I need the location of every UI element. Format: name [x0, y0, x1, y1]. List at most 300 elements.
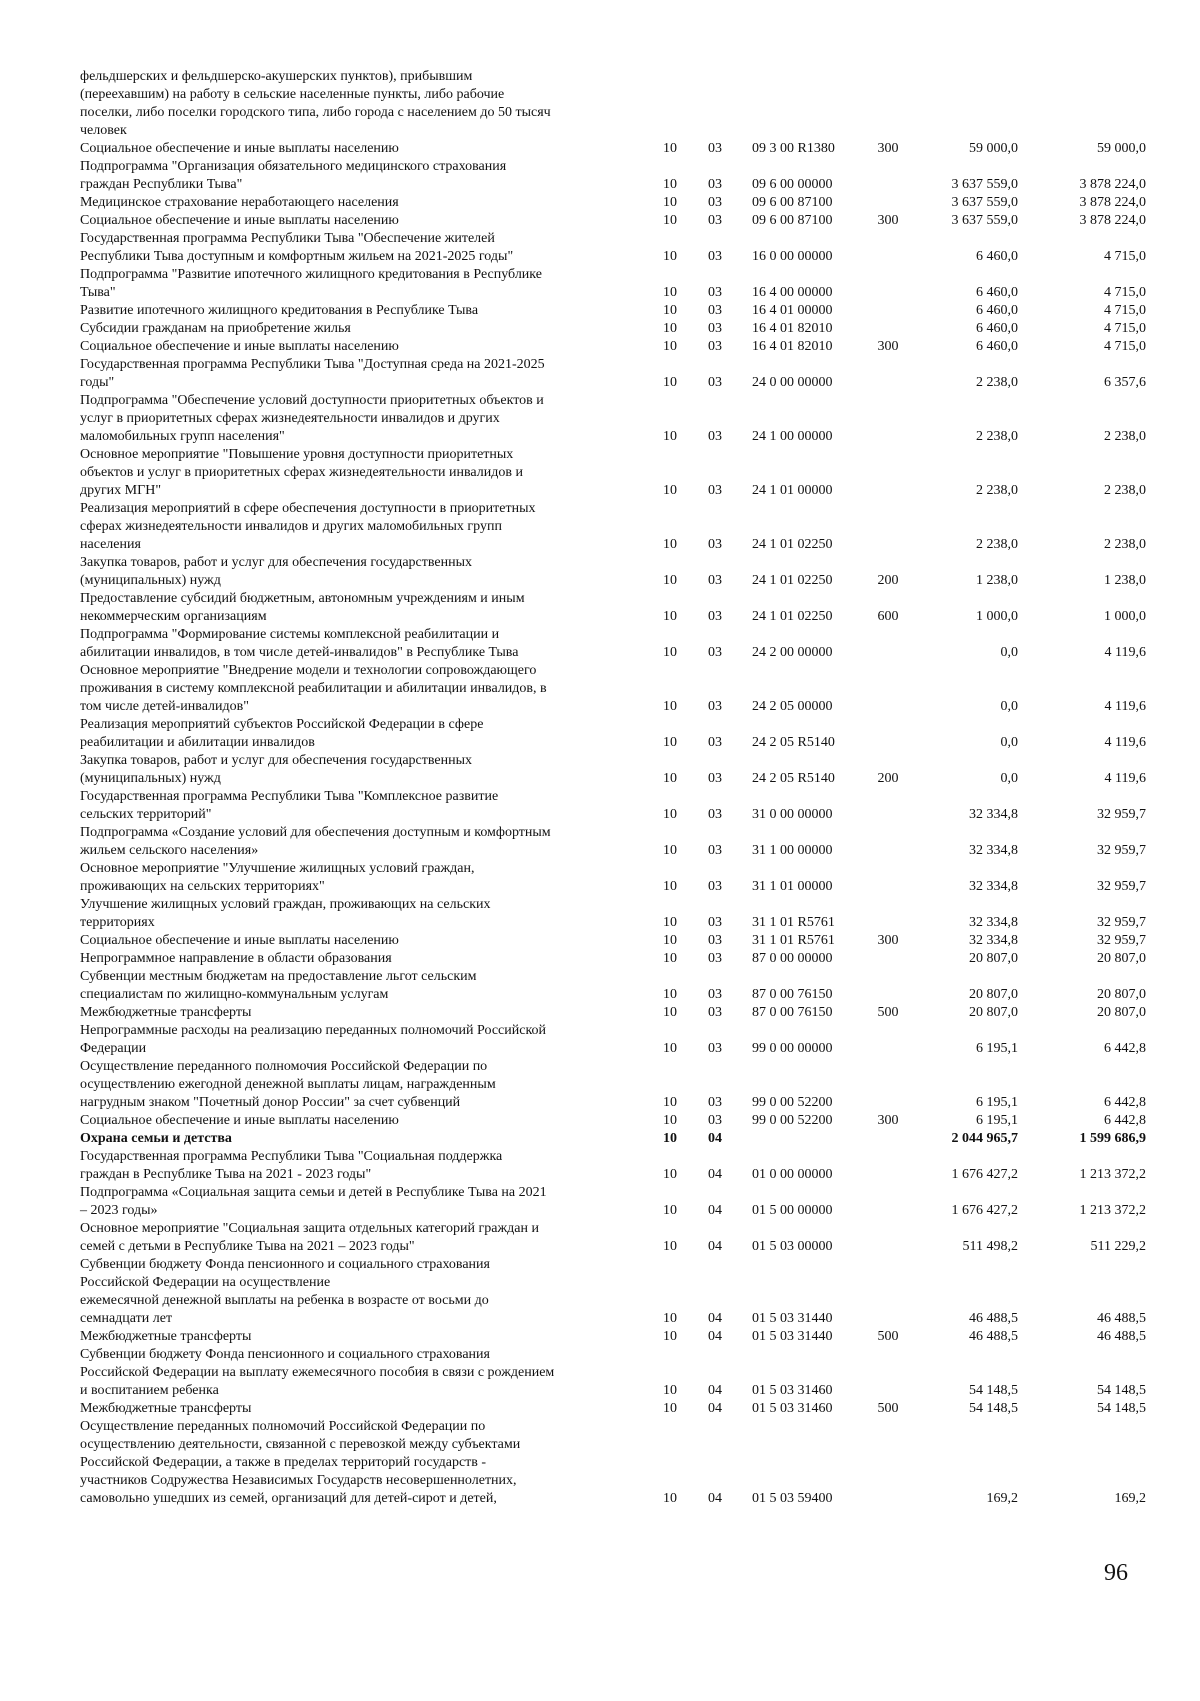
col-cs: 24 1 00 00000 — [752, 429, 833, 444]
col-razdel: 10 — [663, 735, 677, 750]
row-name-line: Основное мероприятие "Внедрение модели и технологии сопровождающего — [80, 663, 537, 678]
col-podrazdel: 03 — [708, 699, 722, 714]
col-sum-2: 32 959,7 — [1097, 807, 1146, 822]
row-name-line: Реализация мероприятий субъектов Российской Федерации в сфере — [80, 717, 484, 732]
row-name-line: граждан в Республике Тыва на 2021 - 2023 годы" — [80, 1167, 372, 1182]
col-sum-2: 4 119,6 — [1104, 735, 1146, 750]
table-row — [0, 194, 1200, 212]
row-name-line: (переехавшим) на работу в сельские населенные пункты, либо рабочие — [80, 87, 505, 102]
col-cs: 99 0 00 00000 — [752, 1041, 833, 1056]
col-podrazdel: 03 — [708, 879, 722, 894]
table-row — [0, 1058, 1200, 1112]
table-row — [0, 590, 1200, 626]
col-vr: 200 — [877, 573, 899, 588]
col-sum-2: 1 213 372,2 — [1079, 1167, 1146, 1182]
col-sum-1: 1 000,0 — [976, 609, 1018, 624]
table-row — [0, 266, 1200, 302]
col-sum-1: 32 334,8 — [969, 879, 1018, 894]
row-name — [80, 320, 640, 338]
col-cs: 24 2 00 00000 — [752, 645, 833, 660]
col-razdel: 10 — [663, 1491, 677, 1506]
row-name — [80, 662, 640, 716]
col-razdel: 10 — [663, 1131, 677, 1146]
row-name — [80, 1328, 640, 1346]
table-row — [0, 356, 1200, 392]
col-sum-1: 20 807,0 — [969, 1005, 1018, 1020]
col-sum-1: 6 195,1 — [976, 1041, 1018, 1056]
row-name-line: Государственная программа Республики Тыва "Социальная поддержка — [80, 1149, 503, 1164]
row-name-line: сельских территорий" — [80, 807, 212, 822]
col-cs: 31 1 01 R5761 — [752, 933, 835, 948]
table-row — [0, 446, 1200, 500]
row-name-line: специалистам по жилищно-коммунальным услугам — [80, 987, 389, 1002]
row-name-line: Подпрограмма "Обеспечение условий доступности приоритетных объектов и — [80, 393, 544, 408]
row-name-line: Федерации — [80, 1041, 147, 1056]
col-sum-2: 20 807,0 — [1097, 951, 1146, 966]
col-sum-1: 32 334,8 — [969, 843, 1018, 858]
col-sum-2: 54 148,5 — [1097, 1383, 1146, 1398]
table-row — [0, 68, 1200, 140]
row-name-line: Российской Федерации на выплату ежемесячного пособия в связи с рождением — [80, 1365, 555, 1380]
row-name — [80, 824, 640, 860]
col-razdel: 10 — [663, 951, 677, 966]
col-sum-1: 2 238,0 — [976, 375, 1018, 390]
col-cs: 24 2 05 00000 — [752, 699, 833, 714]
col-sum-2: 169,2 — [1114, 1491, 1146, 1506]
col-sum-1: 59 000,0 — [969, 141, 1018, 156]
col-sum-1: 1 676 427,2 — [951, 1167, 1018, 1182]
col-razdel: 10 — [663, 573, 677, 588]
col-sum-1: 20 807,0 — [969, 987, 1018, 1002]
row-name-line: Социальное обеспечение и иные выплаты населению — [80, 1113, 399, 1128]
row-name-line: и воспитанием ребенка — [80, 1383, 219, 1398]
col-podrazdel: 03 — [708, 177, 722, 192]
row-name — [80, 950, 640, 968]
col-podrazdel: 03 — [708, 1095, 722, 1110]
col-cs: 01 5 03 00000 — [752, 1239, 833, 1254]
row-name — [80, 1130, 640, 1148]
table-row — [0, 788, 1200, 824]
table-row — [0, 968, 1200, 1004]
col-sum-1: 32 334,8 — [969, 915, 1018, 930]
table-row — [0, 302, 1200, 320]
col-razdel: 10 — [663, 1203, 677, 1218]
col-podrazdel: 04 — [708, 1203, 722, 1218]
row-name-line: Субвенции бюджету Фонда пенсионного и социального страхования — [80, 1257, 490, 1272]
col-razdel: 10 — [663, 1311, 677, 1326]
col-sum-1: 6 460,0 — [976, 303, 1018, 318]
col-razdel: 10 — [663, 1383, 677, 1398]
col-cs: 01 5 03 31440 — [752, 1311, 833, 1326]
row-name-line: Социальное обеспечение и иные выплаты населению — [80, 141, 399, 156]
col-podrazdel: 04 — [708, 1329, 722, 1344]
col-vr: 500 — [877, 1329, 899, 1344]
col-podrazdel: 04 — [708, 1311, 722, 1326]
row-name-line: Подпрограмма "Организация обязательного медицинского страхования — [80, 159, 507, 174]
table-row — [0, 230, 1200, 266]
table-row — [0, 932, 1200, 950]
row-name-line: Межбюджетные трансферты — [80, 1401, 252, 1416]
row-name-line: Закупка товаров, работ и услуг для обеспечения государственных — [80, 753, 473, 768]
col-vr: 300 — [877, 339, 899, 354]
row-name-line: Основное мероприятие "Повышение уровня доступности приоритетных — [80, 447, 514, 462]
row-name — [80, 626, 640, 662]
row-name-line: (муниципальных) нужд — [80, 771, 221, 786]
table-row — [0, 1184, 1200, 1220]
col-sum-2: 4 119,6 — [1104, 771, 1146, 786]
col-podrazdel: 03 — [708, 429, 722, 444]
row-name-line: Подпрограмма «Социальная защита семьи и детей в Республике Тыва на 2021 — [80, 1185, 547, 1200]
col-cs: 24 2 05 R5140 — [752, 735, 835, 750]
col-vr: 300 — [877, 933, 899, 948]
col-sum-2: 1 000,0 — [1104, 609, 1146, 624]
row-name-line: абилитации инвалидов, в том числе детей-инвалидов" в Республике Тыва — [80, 645, 519, 660]
row-name-line: (муниципальных) нужд — [80, 573, 221, 588]
row-name-line: проживания в систему комплексной реабилитации и абилитации инвалидов, в — [80, 681, 547, 696]
row-name — [80, 1184, 640, 1220]
row-name — [80, 752, 640, 788]
row-name-line: Государственная программа Республики Тыва "Комплексное развитие — [80, 789, 499, 804]
col-cs: 01 5 03 31440 — [752, 1329, 833, 1344]
col-sum-1: 2 238,0 — [976, 429, 1018, 444]
row-name-line: других МГН" — [80, 483, 162, 498]
col-podrazdel: 03 — [708, 375, 722, 390]
row-name — [80, 1418, 640, 1508]
row-name — [80, 230, 640, 266]
col-cs: 16 4 01 82010 — [752, 339, 833, 354]
col-sum-2: 20 807,0 — [1097, 987, 1146, 1002]
col-podrazdel: 04 — [708, 1167, 722, 1182]
row-name — [80, 896, 640, 932]
col-podrazdel: 03 — [708, 951, 722, 966]
col-cs: 01 5 03 59400 — [752, 1491, 833, 1506]
col-cs: 24 2 05 R5140 — [752, 771, 835, 786]
col-razdel: 10 — [663, 537, 677, 552]
row-name — [80, 716, 640, 752]
row-name-line: годы" — [80, 375, 115, 390]
col-podrazdel: 03 — [708, 987, 722, 1002]
col-sum-2: 1 599 686,9 — [1079, 1131, 1146, 1146]
row-name-line: Социальное обеспечение и иные выплаты населению — [80, 933, 399, 948]
col-sum-1: 6 195,1 — [976, 1113, 1018, 1128]
row-name — [80, 860, 640, 896]
col-podrazdel: 03 — [708, 141, 722, 156]
col-cs: 31 0 00 00000 — [752, 807, 833, 822]
col-sum-2: 3 878 224,0 — [1079, 177, 1146, 192]
col-sum-1: 6 460,0 — [976, 285, 1018, 300]
row-name-line: нагрудным знаком "Почетный донор России" за счет субвенций — [80, 1095, 461, 1110]
col-sum-2: 4 119,6 — [1104, 699, 1146, 714]
row-name-line: Охрана семьи и детства — [80, 1131, 232, 1146]
row-name-line: Улучшение жилищных условий граждан, проживающих на сельских — [80, 897, 491, 912]
col-sum-2: 46 488,5 — [1097, 1329, 1146, 1344]
col-sum-1: 6 460,0 — [976, 249, 1018, 264]
row-name-line: Непрограммные расходы на реализацию переданных полномочий Российской — [80, 1023, 547, 1038]
col-cs: 09 3 00 R1380 — [752, 141, 835, 156]
col-vr: 600 — [877, 609, 899, 624]
row-name-line: объектов и услуг в приоритетных сферах жизнедеятельности инвалидов и — [80, 465, 523, 480]
col-razdel: 10 — [663, 1005, 677, 1020]
col-razdel: 10 — [663, 879, 677, 894]
col-sum-1: 46 488,5 — [969, 1311, 1018, 1326]
col-razdel: 10 — [663, 1041, 677, 1056]
row-name-line: том числе детей-инвалидов" — [80, 699, 249, 714]
row-name — [80, 1112, 640, 1130]
col-sum-2: 4 715,0 — [1104, 303, 1146, 318]
col-razdel: 10 — [663, 339, 677, 354]
table-row — [0, 158, 1200, 194]
col-razdel: 10 — [663, 1113, 677, 1128]
col-cs: 24 1 01 02250 — [752, 609, 833, 624]
row-name — [80, 140, 640, 158]
table-row — [0, 212, 1200, 230]
col-sum-1: 3 637 559,0 — [951, 213, 1018, 228]
row-name — [80, 266, 640, 302]
col-razdel: 10 — [663, 1329, 677, 1344]
col-cs: 16 4 00 00000 — [752, 285, 833, 300]
row-name-line: Субсидии гражданам на приобретение жилья — [80, 321, 351, 336]
col-sum-1: 6 460,0 — [976, 321, 1018, 336]
col-podrazdel: 04 — [708, 1131, 722, 1146]
row-name-line: Республики Тыва доступным и комфортным жильем на 2021-2025 годы" — [80, 249, 514, 264]
col-podrazdel: 03 — [708, 807, 722, 822]
col-cs: 87 0 00 76150 — [752, 1005, 833, 1020]
col-sum-2: 32 959,7 — [1097, 843, 1146, 858]
col-sum-2: 20 807,0 — [1097, 1005, 1146, 1020]
row-name-line: Подпрограмма «Создание условий для обеспечения доступным и комфортным — [80, 825, 551, 840]
col-sum-2: 6 357,6 — [1104, 375, 1146, 390]
table-row — [0, 896, 1200, 932]
table-row — [0, 1130, 1200, 1148]
row-name-line: маломобильных групп населения" — [80, 429, 285, 444]
col-razdel: 10 — [663, 483, 677, 498]
row-name-line: некоммерческим организациям — [80, 609, 267, 624]
col-sum-1: 54 148,5 — [969, 1383, 1018, 1398]
row-name — [80, 500, 640, 554]
col-vr: 300 — [877, 1113, 899, 1128]
col-podrazdel: 03 — [708, 1041, 722, 1056]
col-cs: 09 6 00 87100 — [752, 213, 833, 228]
col-podrazdel: 04 — [708, 1239, 722, 1254]
col-sum-1: 0,0 — [1000, 735, 1018, 750]
col-razdel: 10 — [663, 1401, 677, 1416]
col-sum-1: 2 044 965,7 — [951, 1131, 1018, 1146]
col-podrazdel: 03 — [708, 195, 722, 210]
col-sum-2: 1 213 372,2 — [1079, 1203, 1146, 1218]
col-sum-2: 54 148,5 — [1097, 1401, 1146, 1416]
col-vr: 500 — [877, 1401, 899, 1416]
table-row — [0, 1418, 1200, 1508]
row-name-line: Социальное обеспечение и иные выплаты населению — [80, 339, 399, 354]
table-row — [0, 500, 1200, 554]
col-cs: 16 0 00 00000 — [752, 249, 833, 264]
col-sum-1: 1 676 427,2 — [951, 1203, 1018, 1218]
col-podrazdel: 03 — [708, 645, 722, 660]
row-name-line: Тыва" — [80, 285, 116, 300]
table-row — [0, 1022, 1200, 1058]
row-name — [80, 554, 640, 590]
row-name-line: граждан Республики Тыва" — [80, 177, 243, 192]
row-name-line: Реализация мероприятий в сфере обеспечения доступности в приоритетных — [80, 501, 536, 516]
col-sum-2: 32 959,7 — [1097, 879, 1146, 894]
row-name-line: Межбюджетные трансферты — [80, 1005, 252, 1020]
col-cs: 01 5 00 00000 — [752, 1203, 833, 1218]
col-podrazdel: 04 — [708, 1383, 722, 1398]
col-sum-1: 6 460,0 — [976, 339, 1018, 354]
row-name — [80, 68, 640, 140]
row-name-line: реабилитации и абилитации инвалидов — [80, 735, 315, 750]
col-sum-2: 4 715,0 — [1104, 285, 1146, 300]
col-sum-1: 54 148,5 — [969, 1401, 1018, 1416]
row-name-line: Социальное обеспечение и иные выплаты населению — [80, 213, 399, 228]
row-name-line: самовольно ушедших из семей, организаций для детей-сирот и детей, — [80, 1491, 497, 1506]
col-podrazdel: 03 — [708, 537, 722, 552]
col-podrazdel: 03 — [708, 321, 722, 336]
col-sum-1: 32 334,8 — [969, 933, 1018, 948]
col-razdel: 10 — [663, 321, 677, 336]
row-name-line: населения — [80, 537, 141, 552]
col-cs: 87 0 00 76150 — [752, 987, 833, 1002]
row-name — [80, 212, 640, 230]
row-name — [80, 1148, 640, 1184]
row-name-line: Непрограммное направление в области образования — [80, 951, 392, 966]
table-row — [0, 662, 1200, 716]
col-sum-1: 3 637 559,0 — [951, 195, 1018, 210]
row-name-line: семей с детьми в Республике Тыва на 2021 – 2023 годы" — [80, 1239, 415, 1254]
row-name-line: Государственная программа Республики Тыва "Обеспечение жителей — [80, 231, 495, 246]
col-sum-1: 6 195,1 — [976, 1095, 1018, 1110]
col-razdel: 10 — [663, 141, 677, 156]
table-row — [0, 1400, 1200, 1418]
row-name-line: Российской Федерации, а также в пределах территорий государств - — [80, 1455, 487, 1470]
row-name-line: Закупка товаров, работ и услуг для обеспечения государственных — [80, 555, 473, 570]
col-vr: 200 — [877, 771, 899, 786]
col-cs: 24 1 01 00000 — [752, 483, 833, 498]
col-sum-1: 511 498,2 — [962, 1239, 1018, 1254]
col-razdel: 10 — [663, 303, 677, 318]
col-sum-1: 0,0 — [1000, 771, 1018, 786]
col-podrazdel: 03 — [708, 843, 722, 858]
col-sum-2: 6 442,8 — [1104, 1113, 1146, 1128]
col-cs: 99 0 00 52200 — [752, 1095, 833, 1110]
row-name — [80, 968, 640, 1004]
col-sum-2: 6 442,8 — [1104, 1095, 1146, 1110]
col-podrazdel: 04 — [708, 1491, 722, 1506]
row-name — [80, 302, 640, 320]
row-name — [80, 1256, 640, 1328]
col-sum-2: 3 878 224,0 — [1079, 213, 1146, 228]
row-name-line: человек — [80, 123, 127, 138]
table-row — [0, 950, 1200, 968]
row-name-line: осуществлению ежегодной денежной выплаты лицам, награжденным — [80, 1077, 496, 1092]
col-sum-1: 169,2 — [986, 1491, 1018, 1506]
table-row — [0, 1328, 1200, 1346]
row-name-line: семнадцати лет — [80, 1311, 173, 1326]
col-sum-1: 2 238,0 — [976, 483, 1018, 498]
row-name — [80, 788, 640, 824]
row-name — [80, 1400, 640, 1418]
col-sum-2: 1 238,0 — [1104, 573, 1146, 588]
col-razdel: 10 — [663, 1239, 677, 1254]
col-sum-2: 2 238,0 — [1104, 537, 1146, 552]
col-razdel: 10 — [663, 375, 677, 390]
col-razdel: 10 — [663, 915, 677, 930]
row-name — [80, 356, 640, 392]
col-sum-2: 3 878 224,0 — [1079, 195, 1146, 210]
col-sum-2: 59 000,0 — [1097, 141, 1146, 156]
col-sum-2: 4 715,0 — [1104, 339, 1146, 354]
row-name — [80, 1058, 640, 1112]
col-sum-1: 0,0 — [1000, 645, 1018, 660]
row-name-line: осуществлению деятельности, связанной с перевозкой между субъектами — [80, 1437, 521, 1452]
row-name — [80, 1346, 640, 1400]
col-sum-1: 20 807,0 — [969, 951, 1018, 966]
row-name-line: услуг в приоритетных сферах жизнедеятельности инвалидов и других — [80, 411, 500, 426]
row-name — [80, 590, 640, 626]
table-row — [0, 1346, 1200, 1400]
col-razdel: 10 — [663, 699, 677, 714]
col-cs: 09 6 00 87100 — [752, 195, 833, 210]
col-cs: 31 1 01 00000 — [752, 879, 833, 894]
row-name — [80, 446, 640, 500]
row-name — [80, 194, 640, 212]
row-name-line: Российской Федерации на осуществление — [80, 1275, 331, 1290]
row-name-line: Развитие ипотечного жилищного кредитования в Республике Тыва — [80, 303, 479, 318]
table-row — [0, 716, 1200, 752]
col-sum-2: 32 959,7 — [1097, 915, 1146, 930]
col-razdel: 10 — [663, 933, 677, 948]
table-row — [0, 1004, 1200, 1022]
col-sum-1: 3 637 559,0 — [951, 177, 1018, 192]
col-sum-1: 2 238,0 — [976, 537, 1018, 552]
row-name-line: Подпрограмма "Формирование системы комплексной реабилитации и — [80, 627, 500, 642]
col-vr: 500 — [877, 1005, 899, 1020]
col-sum-2: 4 715,0 — [1104, 249, 1146, 264]
col-podrazdel: 03 — [708, 609, 722, 624]
col-podrazdel: 03 — [708, 933, 722, 948]
col-cs: 24 1 01 02250 — [752, 573, 833, 588]
col-razdel: 10 — [663, 429, 677, 444]
col-cs: 31 1 00 00000 — [752, 843, 833, 858]
col-cs: 01 0 00 00000 — [752, 1167, 833, 1182]
page-number: 96 — [1104, 1560, 1128, 1586]
col-podrazdel: 03 — [708, 1005, 722, 1020]
row-name — [80, 1022, 640, 1058]
col-podrazdel: 03 — [708, 339, 722, 354]
col-sum-2: 6 442,8 — [1104, 1041, 1146, 1056]
row-name-line: Субвенции местным бюджетам на предоставление льгот сельским — [80, 969, 477, 984]
row-name-line: поселки, либо поселки городского типа, либо города с населением до 50 тысяч — [80, 105, 551, 120]
col-sum-1: 1 238,0 — [976, 573, 1018, 588]
col-razdel: 10 — [663, 1095, 677, 1110]
row-name-line: ежемесячной денежной выплаты на ребенка в возрасте от восьми до — [80, 1293, 489, 1308]
col-razdel: 10 — [663, 987, 677, 1002]
col-podrazdel: 03 — [708, 213, 722, 228]
table-row — [0, 752, 1200, 788]
row-name — [80, 392, 640, 446]
row-name-line: Подпрограмма "Развитие ипотечного жилищного кредитования в Республике — [80, 267, 542, 282]
col-podrazdel: 03 — [708, 735, 722, 750]
row-name-line: фельдшерских и фельдшерско-акушерских пунктов), прибывшим — [80, 69, 473, 84]
row-name-line: Основное мероприятие "Социальная защита отдельных категорий граждан и — [80, 1221, 539, 1236]
col-cs: 99 0 00 52200 — [752, 1113, 833, 1128]
col-sum-2: 2 238,0 — [1104, 483, 1146, 498]
col-sum-1: 32 334,8 — [969, 807, 1018, 822]
col-sum-2: 511 229,2 — [1090, 1239, 1146, 1254]
col-sum-2: 32 959,7 — [1097, 933, 1146, 948]
col-cs: 87 0 00 00000 — [752, 951, 833, 966]
col-razdel: 10 — [663, 249, 677, 264]
